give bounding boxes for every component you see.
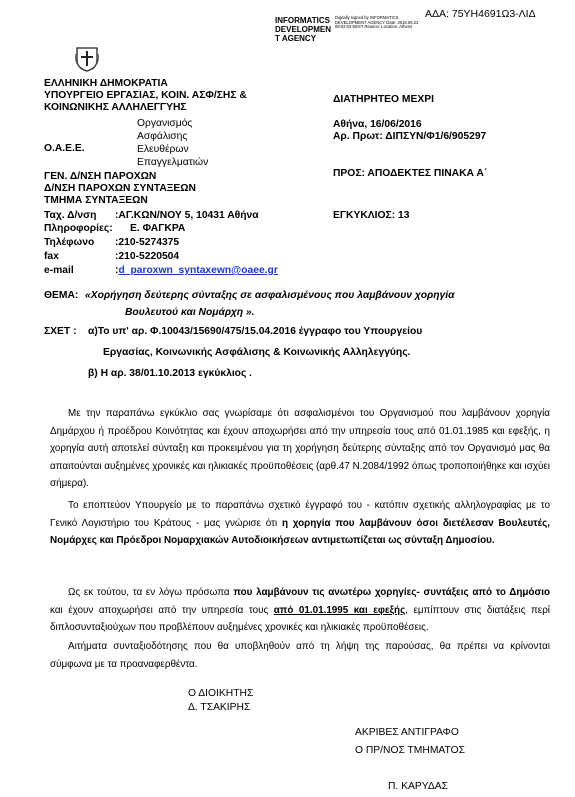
director-name: Δ. ΤΣΑΚΙΡΗΣ bbox=[188, 702, 251, 713]
department-head-title: Ο ΠΡ/ΝΟΣ ΤΜΗΜΑΤΟΣ bbox=[355, 745, 465, 756]
paragraph-4: Αιτήματα συνταξιοδότησης που θα υποβληθούν από τη λήψη της παρούσας, θα πρέπει να κρίνονται σύμφωνα με τα προαναφερθέντα. bbox=[50, 641, 550, 670]
email-link[interactable]: d_paroxwn_syntaxewn@oaee.gr bbox=[118, 265, 278, 276]
subject-line: Βουλευτού και Νομάρχη ». bbox=[125, 307, 255, 318]
address-label: Ταχ. Δ/νση bbox=[44, 210, 97, 221]
general-directorate: ΓΕΝ. Δ/ΝΣΗ ΠΑΡΟΧΩΝ bbox=[44, 171, 157, 182]
paragraph-3-bold: που λαμβάνουν τις ανωτέρω χορηγίες- συντάξεις από το Δημόσιο bbox=[233, 587, 550, 598]
related-a-line-1: α)Το υπ' αρ. Φ.10043/15690/475/15.04.2016 έγγραφο του Υπουργείου bbox=[88, 326, 423, 337]
department: ΤΜΗΜΑ ΣΥΝΤΑΞΕΩΝ bbox=[44, 195, 148, 206]
oaee-word: Οργανισμός bbox=[137, 118, 193, 129]
paragraph-3-date: από 01.01.1995 και εφεξής bbox=[273, 604, 406, 616]
oaee-abbrev: Ο.Α.Ε.Ε. bbox=[44, 143, 85, 154]
fax-value: :210-5220504 bbox=[115, 251, 180, 262]
paragraph-3-text: Ως εκ τούτου, τα εν λόγω πρόσωπα bbox=[68, 587, 234, 598]
info-value: Ε. ΦΑΓΚΡΑ bbox=[130, 223, 186, 234]
paragraph-2 bbox=[50, 497, 550, 550]
related-b: β) Η αρ. 38/01.10.2013 εγκύκλιος . bbox=[88, 368, 253, 379]
paragraph-3-text: , εμπίπτουν στις διατάξεις περί διπλοσυνταξιούχων που προβλέπουν αυξημένες χρονικές και ηλικιακές προϋποθέσεις. bbox=[50, 604, 551, 634]
related-label: ΣΧΕΤ : bbox=[44, 326, 77, 337]
signature-details: Digitally signed by INFORMATICS DEVELOPMENT AGENCY Date: 2016.06.22 09:02:03 EEST Reason: Location: Athens bbox=[335, 15, 419, 30]
ministry-line-2: ΚΟΙΝΩΝΙΚΗΣ ΑΛΛΗΛΕΓΓΥΗΣ bbox=[44, 102, 187, 113]
subject-label: ΘΕΜΑ: bbox=[44, 290, 79, 301]
paragraph-3-text: και έχουν αποχωρήσει από την υπηρεσία τους bbox=[50, 604, 274, 616]
department-head-name: Π. ΚΑΡΥΔΑΣ bbox=[388, 781, 448, 792]
related-a-line-2: Εργασίας, Κοινωνικής Ασφάλισης & Κοινωνικής Αλληλεγγύης. bbox=[103, 347, 411, 358]
greek-emblem-icon bbox=[75, 46, 99, 72]
oaee-word: Ελευθέρων bbox=[137, 144, 189, 155]
signature-org-name: INFORMATICS DEVELOPMEN T AGENCY bbox=[275, 16, 332, 43]
paragraph-2-bold: η χορηγία που λαμβάνουν όσοι διετέλεσαν Βουλευτές, Νομάρχες και Πρόεδροι Νομαρχιακών Αυτοδιοικήσεων αντιμετωπίζεται ως σύνταξη Δημοσίου. bbox=[50, 517, 550, 547]
document-date: Αθήνα, 16/06/2016 bbox=[333, 119, 422, 130]
paragraph-1: Με την παραπάνω εγκύκλιο σας γνωρίσαμε ότι ασφαλισμένοι του Οργανισμού που λαμβάνουν χορηγία Δημάρχου ή προέδρου Κοινότητας και έχουν αποχωρήσει από την υπηρεσία τους από 01.01.1985 και εφεξής, η χορηγία αυτή αποτελεί σύνταξη και προκειμένου για τη χορήγηση δεύτερης σύνταξης από τον Οργανισμό μας θα απαιτούνται αυξημένες χρονικές και ηλικιακές προϋποθέσεις (αρθ.47 Ν.2084/1992 όπως τροποποιήθηκε και ισχύει σήμερα). bbox=[50, 408, 550, 490]
fax-label: fax bbox=[44, 251, 59, 262]
certified-copy: ΑΚΡΙΒΕΣ ΑΝΤΙΓΡΑΦΟ bbox=[355, 727, 459, 738]
oaee-word: Ασφάλισης bbox=[137, 131, 188, 142]
oaee-word: Επαγγελματιών bbox=[137, 157, 209, 168]
paragraph-2-text: Το εποπτεύον Υπουργείο με το παραπάνω σχετικό έγγραφό του - κατόπιν σχετικής αλληλογραφίας με το Γενικό Λογιστήριο του Κράτους - μας γνώρισε ότι bbox=[50, 500, 550, 529]
protocol-number: Αρ. Πρωτ: ΔΙΠΣΥΝ/Φ1/6/905297 bbox=[333, 131, 487, 142]
phone-value: :210-5274375 bbox=[115, 237, 180, 248]
ministry-line-1: ΥΠΟΥΡΓΕΙΟ ΕΡΓΑΣΙΑΣ, ΚΟΙΝ. ΑΣΦ/ΣΗΣ & bbox=[44, 90, 247, 101]
paragraph-3 bbox=[50, 584, 550, 637]
address-value: :ΑΓ.ΚΩΝ/ΝΟΥ 5, 10431 Αθήνα bbox=[115, 210, 259, 221]
digital-signature bbox=[275, 10, 425, 48]
republic-name: ΕΛΛΗΝΙΚΗ ΔΗΜΟΚΡΑΤΙΑ bbox=[44, 78, 168, 89]
subject-line: «Χορήγηση δεύτερης σύνταξης σε ασφαλισμένους που λαμβάνουν χορηγία bbox=[85, 290, 455, 301]
ada-code: ΑΔΑ: 75ΥΗ4691Ω3-ΛΙΔ bbox=[425, 8, 536, 20]
info-label: Πληροφορίες: bbox=[44, 223, 113, 234]
circular-number: ΕΓΚΥΚΛΙΟΣ: 13 bbox=[333, 210, 410, 221]
recipients: ΠΡΟΣ: ΑΠΟΔΕΚΤΕΣ ΠΙΝΑΚΑ Α΄ bbox=[333, 168, 488, 179]
email-label: e-mail bbox=[44, 265, 74, 276]
directorate: Δ/ΝΣΗ ΠΑΡΟΧΩΝ ΣΥΝΤΑΞΕΩΝ bbox=[44, 183, 196, 194]
phone-label: Τηλέφωνο bbox=[44, 237, 95, 248]
director-title: Ο ΔΙΟΙΚΗΤΗΣ bbox=[188, 688, 254, 699]
retention-label: ΔΙΑΤΗΡΗΤΕΟ ΜΕΧΡΙ bbox=[333, 94, 434, 105]
